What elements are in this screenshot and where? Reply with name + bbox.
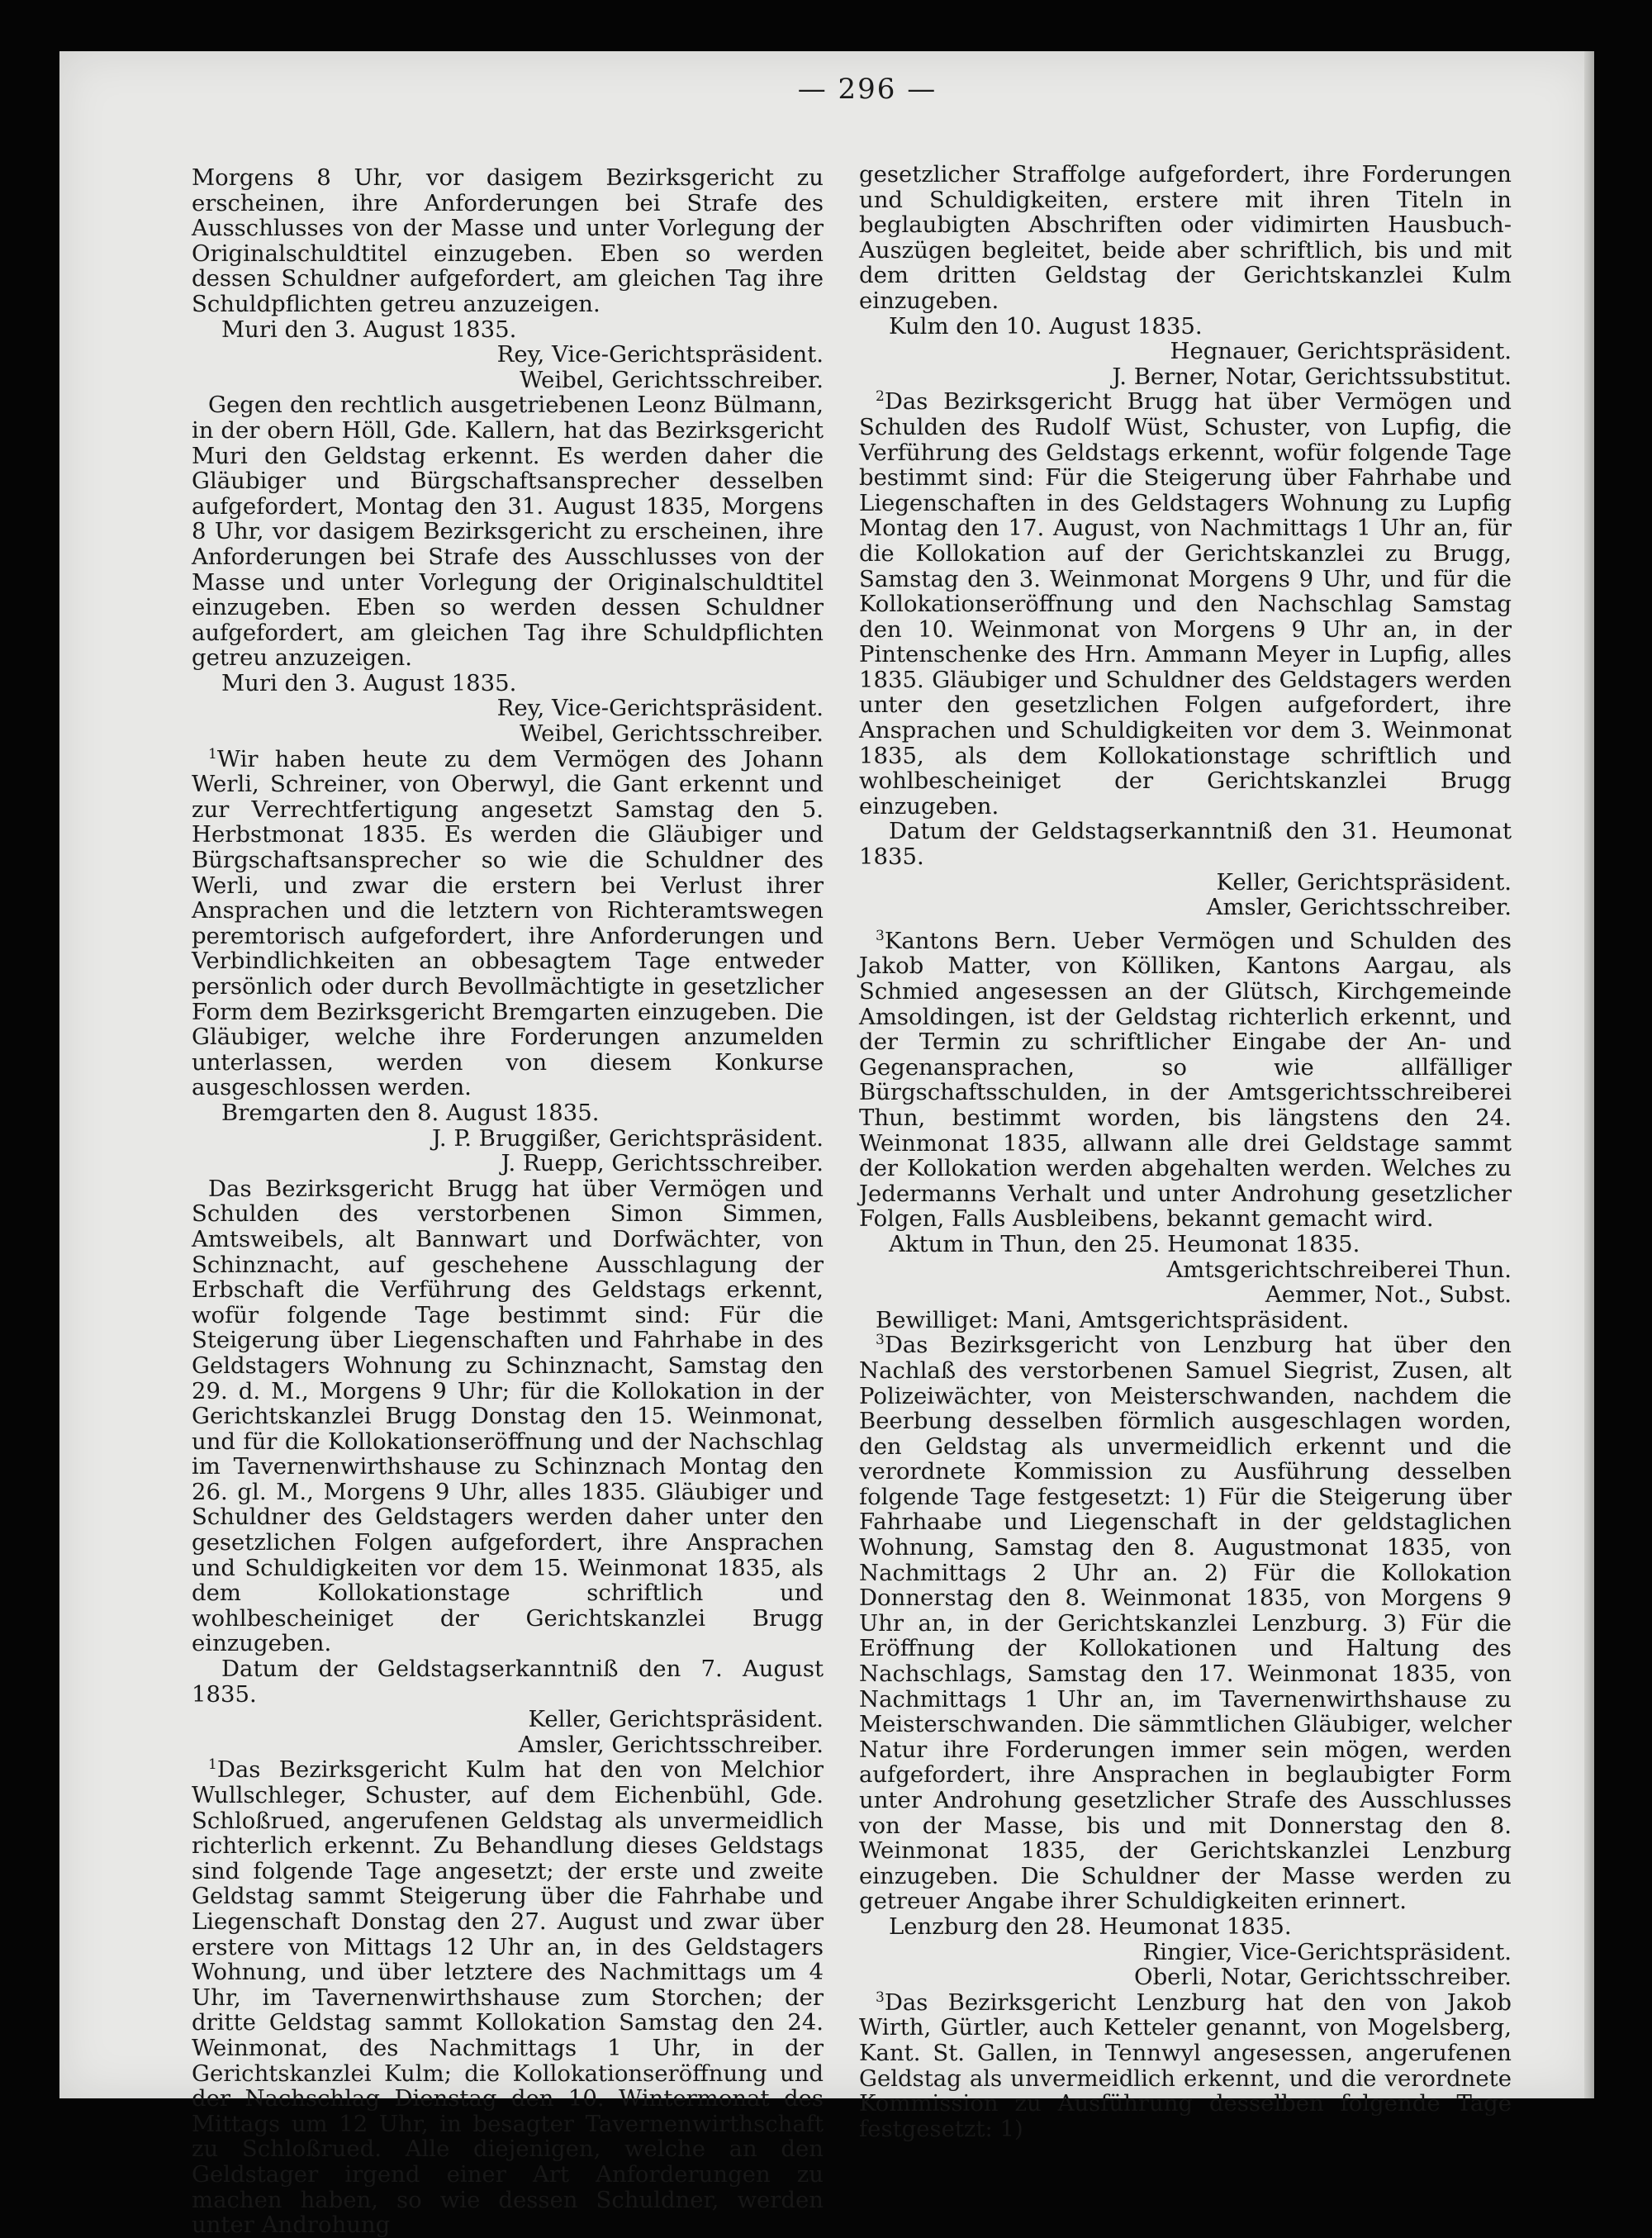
dateline: Muri den 3. August 1835. <box>221 316 517 343</box>
signature: J. Ruepp, Gerichtsschreiber. <box>501 1150 824 1177</box>
signature: Oberli, Notar, Gerichtsschreiber. <box>1134 1964 1512 1991</box>
notice-text: Das Bezirksgericht Brugg hat über Vermögen und Schulden des Rudolf Wüst, Schuster, von Lupfig, die Verführung des Geldstags erkennt, wofür folgende Tage bestimmt sind: Für die Steigerung über Fahrhabe und Liegenschaften in des Geldstagers Wohnung zu Lupfig Montag den 17. August, von Nachmittags 1 Uhr an, für die Kollokation auf der Gerichtskanzlei zu Brugg, Samstag den 3. Weinmonat Morgens 9 Uhr, und für die Kollokationseröffnung und den Nachschlag Samstag den 10. Weinmonat von Morgens 9 Uhr an, in der Pintenschenke des Hrn. Ammann Meyer in Lupfig, alles 1835. Gläubiger und Schuldner des Geldstagers werden unter den gesetzlichen Folgen aufgefordert, ihre Ansprachen und Schuldigkeiten vor dem 3. Weinmonat 1835, als dem Kollokationstage schriftlich und wohlbescheiniget der Gerichtskanzlei Brugg einzugeben. <box>859 388 1512 820</box>
notice-text: Das Bezirksgericht Kulm hat den von Melchior Wullschleger, Schuster, auf dem Eichenbühl, Gde. Schloßrued, angerufenen Geldstag als unvermeidlich richterlich erkennt. Zu Behandlung dieses Geldstags sind folgende Tage angesetzt; der erste und zweite Geldstag sammt Steigerung über die Fahrhabe und Liegenschaft Donstag den 27. August und zwar über erstere von Mittags 12 Uhr an, in des Geldstagers Wohnung, und über letztere des Nachmittags um 4 Uhr, im Tavernenwirthshause zum Storchen; der dritte Geldstag sammt Kollokation Samstag den 24. Weinmonat, des Nachmittags 1 Uhr, in der Gerichtskanzlei Kulm; die Kollokationseröffnung und der Nachschlag Dienstag den 10. Wintermonat des Mittags um 12 Uhr, in besagter Tavernenwirthschaft zu Schloßrued. Alle diejenigen, welche an den Geldstager irgend einer Art Anforderungen zu machen haben, so wie dessen Schuldner, werden unter Androhung <box>192 1756 824 2238</box>
notice-text: gesetzlicher Straffolge aufgefordert, ihre Forderungen und Schuldigkeiten, erstere mit ihren Titeln in beglaubigten Abschriften oder vidimirten Hausbuch-Auszügen begleitet, beide aber schriftlich, bis und mit dem dritten Geldstag der Gerichtskanzlei Kulm einzugeben. <box>859 161 1512 314</box>
notice-paragraph <box>859 1990 1512 2142</box>
signature: Amtsgerichtschreiberei Thun. <box>1166 1256 1512 1283</box>
signature: Amsler, Gerichtsschreiber. <box>1206 894 1512 921</box>
dateline: Datum der Geldstagserkanntniß den 31. Heumonat 1835. <box>859 818 1512 871</box>
dateline: Datum der Geldstagserkanntniß den 7. August 1835. <box>192 1656 824 1708</box>
signature: J. Berner, Notar, Gerichtssubstitut. <box>1112 363 1512 390</box>
right-column <box>859 161 1512 2142</box>
dateline: Muri den 3. August 1835. <box>221 669 517 696</box>
signature: Ringier, Vice-Gerichtspräsident. <box>1142 1938 1512 1965</box>
signature: Rey, Vice-Gerichtspräsident. <box>496 695 824 722</box>
notice-text: Morgens 8 Uhr, vor dasigem Bezirksgericht zu erscheinen, ihre Anforderungen bei Strafe des Ausschlusses von der Masse und unter Vorlegung der Originalschuldtitel einzugeben. Eben so werden dessen Schuldner aufgefordert, am gleichen Tag ihre Schuldpflichten getreu anzuzeigen. <box>192 164 824 317</box>
notice-text: Das Bezirksgericht von Lenzburg hat über den Nachlaß des verstorbenen Samuel Siegrist, Zusen, alt Polizeiwächter, von Meisterschwanden, nachdem die Beerbung desselben förmlich ausgeschlagen worden, den Geldstag als unvermeidlich erkennt und die verordnete Kommission zu Ausführung desselben folgende Tage festgesetzt: 1) Für die Steigerung über Fahrhaabe und Liegenschaft in der geldstaglichen Wohnung, Samstag den 8. Augustmonat 1835, von Nachmittags 2 Uhr an. 2) Für die Kollokation Donnerstag den 8. Weinmonat 1835, von Morgens 9 Uhr an, in der Gerichtskanzlei Lenzburg. 3) Für die Eröffnung der Kollokationen und Haltung des Nachschlags, Samstag den 17. Weinmonat 1835, von Nachmittags 1 Uhr an, im Tavernenwirthshause zu Meisterschwanden. Die sämmtlichen Gläubiger, welcher Natur ihre Forderungen immer sein mögen, werden aufgefordert, ihre Ansprachen in beglaubigter Form unter Androhung gesetzlicher Strafe des Ausschlusses von der Masse, bis und mit Donnerstag den 8. Weinmonat 1835, der Gerichtskanzlei Lenzburg einzugeben. Die Schuldner der Masse werden zu getreuer Angabe ihrer Schuldigkeiten erinnert. <box>859 1332 1512 1915</box>
notice-mark: 3 <box>876 927 885 944</box>
signature: Weibel, Gerichtsschreiber. <box>520 720 824 748</box>
notice-mark: 2 <box>876 388 885 406</box>
signature: Bewilliget: Mani, Amtsgerichtspräsident. <box>876 1306 1350 1333</box>
notice-text: Das Bezirksgericht Lenzburg hat den von Jakob Wirth, Gürtler, auch Ketteler genannt, von Mogelsberg, Kant. St. Gallen, in Tennwyl angesessen, angerufenen Geldstag als unvermeidlich erkennt, und die verordnete Kommission zu Ausführung desselben folgende Tage festgesetzt: 1) <box>859 1989 1512 2142</box>
signature: Rey, Vice-Gerichtspräsident. <box>496 341 824 368</box>
signature: Weibel, Gerichtsschreiber. <box>520 366 824 393</box>
signature: Keller, Gerichtspräsident. <box>528 1706 824 1733</box>
dateline: Bremgarten den 8. August 1835. <box>221 1099 600 1126</box>
notice-paragraph <box>859 929 1512 1232</box>
notice-mark: 1 <box>208 745 217 763</box>
notice-paragraph <box>859 1333 1512 1914</box>
notice-paragraph <box>192 1757 824 2237</box>
notice-text: Das Bezirksgericht Brugg hat über Vermögen und Schulden des verstorbenen Simon Simmen, Amtsweibels, alt Bannwart und Dorfwächter, von Schinznacht, auf geschehene Ausschlagung der Erbschaft die Verführung des Geldstags erkennt, wofür folgende Tage bestimmt sind: Für die Steigerung über Liegenschaften und Fahrhabe in des Geldstagers Wohnung zu Schinznacht, Samstag den 29. d. M., Morgens 9 Uhr; für die Kollokation in der Gerichtskanzlei Brugg Donstag den 15. Weinmonat, und für die Kollokationseröffnung und der Nachschlag im Tavernenwirthshause zu Schinznach Montag den 26. gl. M., Morgens 9 Uhr, alles 1835. Gläubiger und Schuldner des Geldstagers werden daher unter den gesetzlichen Folgen aufgefordert, ihre Ansprachen und Schuldigkeiten vor dem 15. Weinmonat 1835, als dem Kollokationstage schriftlich und wohlbescheiniget der Gerichtskanzlei Brugg einzugeben. <box>192 1175 824 1657</box>
dateline: Aktum in Thun, den 25. Heumonat 1835. <box>889 1230 1360 1257</box>
signature: Hegnauer, Gerichtspräsident. <box>1170 338 1512 365</box>
signature: Keller, Gerichtspräsident. <box>1216 868 1512 896</box>
notice-text: Gegen den rechtlich ausgetriebenen Leonz Bülmann, in der obern Höll, Gde. Kallern, hat das Bezirksgericht Muri den Geldstag erkennt. Es werden daher die Gläubiger und Bürgschaftsansprecher desselben aufgefordert, Montag den 31. August 1835, Morgens 8 Uhr, vor dasigem Bezirksgericht zu erscheinen, ihre Anforderungen bei Strafe des Ausschlusses von der Masse und unter Vorlegung der Originalschuldtitel einzugeben. Eben so werden dessen Schuldner aufgefordert, am gleichen Tag ihre Schuldpflichten getreu anzuzeigen. <box>192 392 824 672</box>
page-number: — 296 — <box>797 73 938 106</box>
notice-mark: 3 <box>876 1332 885 1349</box>
notice-text: Wir haben heute zu dem Vermögen des Johann Werli, Schreiner, von Oberwyl, die Gant erkennt und zur Verrechtfertigung angesetzt Samstag den 5. Herbstmonat 1835. Es werden die Gläubiger und Bürgschaftsansprecher so wie die Schuldner des Werli, und zwar die erstern bei Verlust ihrer Ansprachen und die letztern von Richteramtswegen peremtorisch aufgefordert, ihre Anforderungen und Verbindlichkeiten an obbesagtem Tage entweder persönlich oder durch Bevollmächtigte in gesetzlicher Form dem Bezirksgericht Bremgarten einzugeben. Die Gläubiger, welche ihre Forderungen anzumelden unterlassen, werden von diesem Konkurse ausgeschlossen werden. <box>192 745 824 1101</box>
signature: Amsler, Gerichtsschreiber. <box>518 1731 824 1758</box>
page-edge <box>1584 51 1594 2098</box>
notice-mark: 1 <box>208 1756 217 1774</box>
signature: Aemmer, Not., Subst. <box>1265 1281 1512 1309</box>
notice-text: Kantons Bern. Ueber Vermögen und Schulden des Jakob Matter, von Kölliken, Kantons Aargau, als Schmied angesessen an der Glütsch, Kirchgemeinde Amsoldingen, ist der Geldstag richterlich erkennt, und der Termin zu schriftlicher Eingabe der An- und Gegenansprachen, so wie allfälliger Bürgschaftsschulden, in der Amtsgerichtsschreiberei Thun, bestimmt worden, bis längstens den 24. Weinmonat 1835, allwann alle drei Geldstage sammt der Kollokation werden abgehalten werden. Welches zu Jedermanns Verhalt und unter Androhung gesetzlicher Folgen, Falls Ausbleibens, bekannt gemacht wird. <box>859 927 1512 1233</box>
left-column <box>192 164 824 2238</box>
notice-paragraph <box>192 747 824 1100</box>
dateline: Kulm den 10. August 1835. <box>889 312 1203 340</box>
notice-paragraph <box>859 389 1512 819</box>
notice-mark: 3 <box>876 1989 885 2006</box>
signature: J. P. Bruggißer, Gerichtspräsident. <box>432 1124 824 1152</box>
dateline: Lenzburg den 28. Heumonat 1835. <box>889 1913 1292 1940</box>
